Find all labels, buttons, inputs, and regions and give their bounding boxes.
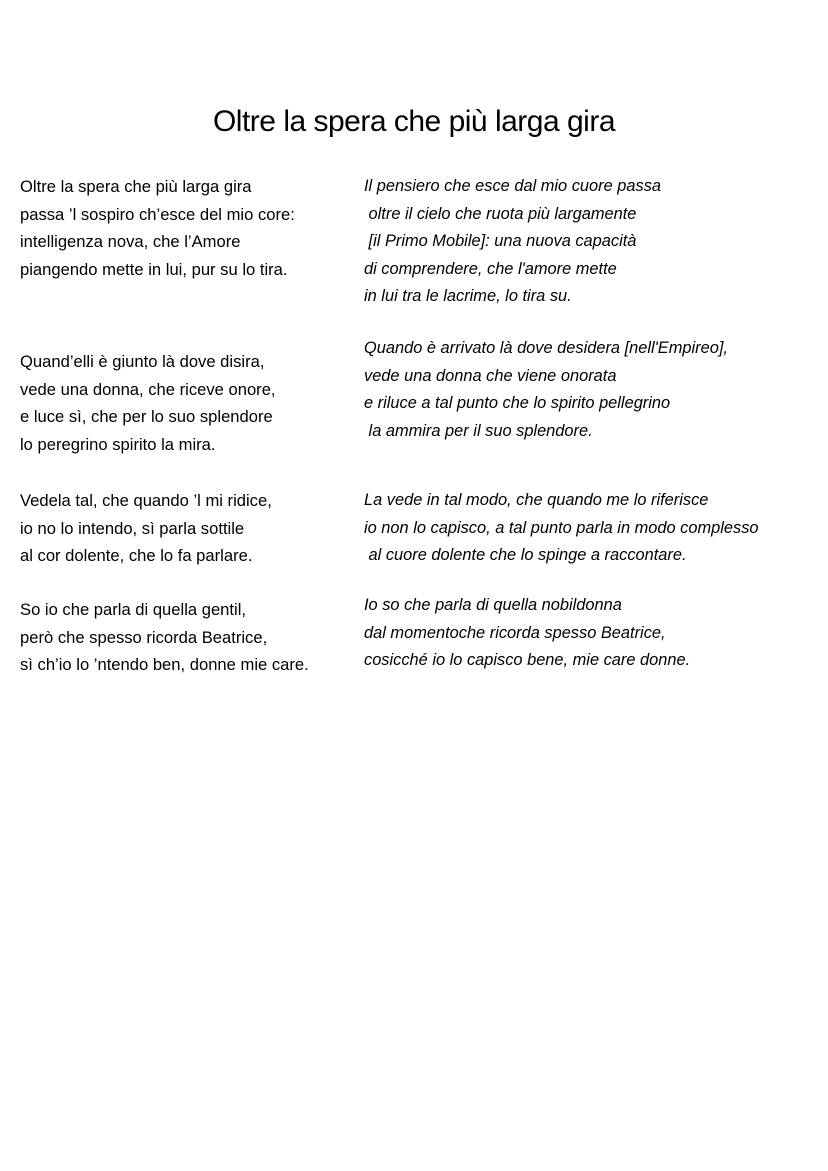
- translation-line: di comprendere, che l'amore mette: [364, 259, 617, 278]
- original-line: vede una donna, che riceve onore,: [20, 379, 276, 399]
- translation-line: [il Primo Mobile]: una nuova capacità: [364, 232, 637, 250]
- original-line: piangendo mette in lui, pur su lo tira.: [20, 259, 288, 279]
- translation-line: vede una donna che viene onorata: [364, 366, 617, 385]
- translation-line: Il pensiero che esce dal mio cuore passa: [364, 177, 662, 195]
- original-stanza-3: [20, 487, 272, 570]
- translation-line: la ammira per il suo splendore.: [364, 421, 593, 440]
- translation-stanza-3: [364, 487, 759, 570]
- original-line: però che spesso ricorda Beatrice,: [20, 627, 268, 647]
- original-stanza-2: [20, 348, 276, 458]
- translation-line: cosicché io lo capisco bene, mie care donne.: [364, 651, 691, 669]
- original-line: intelligenza nova, che l’Amore: [20, 232, 241, 251]
- original-line: al cor dolente, che lo fa parlare.: [20, 546, 253, 565]
- original-line: sì ch’io lo ’ntendo ben, donne mie care.: [20, 655, 309, 674]
- original-line: Quand’elli è giunto là dove disira,: [20, 352, 265, 371]
- original-line: Vedela tal, che quando ’l mi ridice,: [20, 491, 272, 510]
- translation-line: La vede in tal modo, che quando me lo riferisce: [364, 491, 709, 509]
- original-line: io no lo intendo, sì parla sottile: [20, 518, 245, 538]
- translation-stanza-4: [364, 592, 690, 675]
- translation-line: oltre il cielo che ruota più largamente: [364, 204, 637, 223]
- original-line: Oltre la spera che più larga gira: [20, 177, 252, 196]
- original-line: So io che parla di quella gentil,: [20, 600, 247, 619]
- original-stanza-1: [20, 173, 295, 283]
- translation-stanza-1: [364, 173, 661, 311]
- translation-line: Io so che parla di quella nobildonna: [364, 596, 622, 614]
- original-line: e luce sì, che per lo suo splendore: [20, 407, 273, 426]
- translation-line: al cuore dolente che lo spinge a raccontare.: [364, 546, 687, 564]
- original-line: lo peregrino spirito la mira.: [20, 434, 216, 454]
- translation-line: in lui tra le lacrime, lo tira su.: [364, 287, 572, 305]
- translation-stanza-2: [364, 335, 728, 445]
- page-title: Oltre la spera che più larga gira: [212, 105, 616, 138]
- translation-line: e riluce a tal punto che lo spirito pellegrino: [364, 394, 671, 412]
- original-stanza-4: [20, 596, 309, 679]
- translation-line: Quando è arrivato là dove desidera [nell'Empireo],: [364, 339, 728, 357]
- translation-line: dal momentoche ricorda spesso Beatrice,: [364, 623, 666, 642]
- translation-line: io non lo capisco, a tal punto parla in modo complesso: [364, 518, 759, 537]
- original-line: passa ’l sospiro ch’esce del mio core:: [20, 204, 295, 224]
